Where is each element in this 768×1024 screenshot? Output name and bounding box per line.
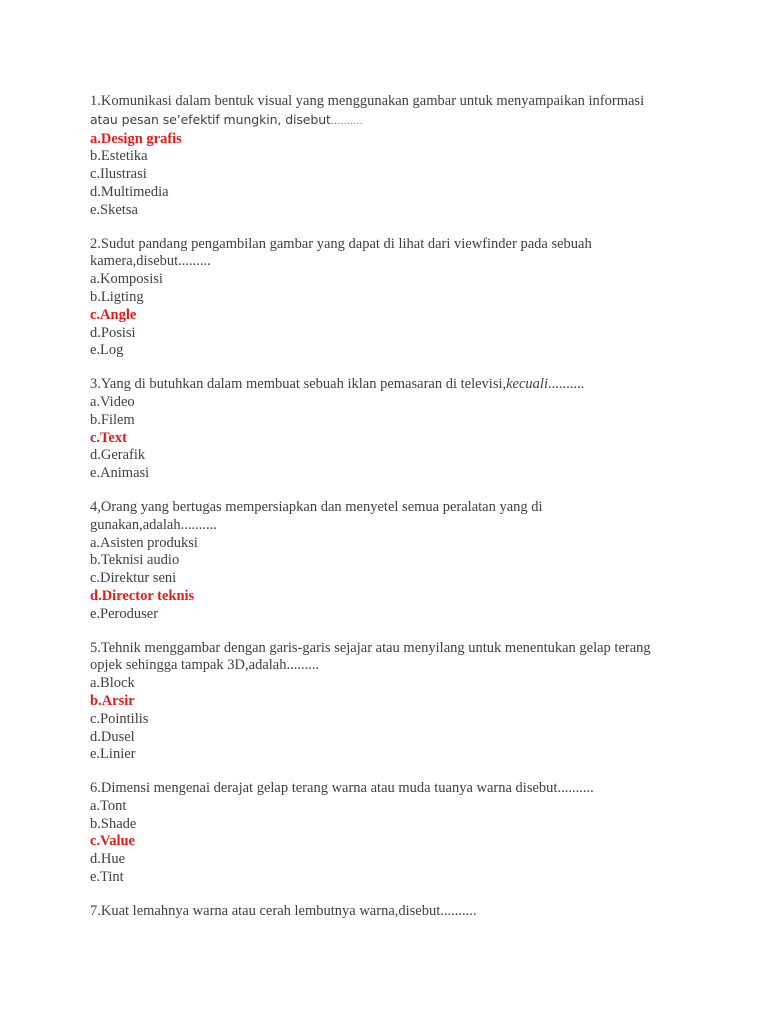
quiz-document [90, 93, 690, 937]
question-2-text-line-2: kamera,disebut......... [90, 253, 211, 270]
question-4-option-a: a.Asisten produksi [90, 534, 198, 551]
question-3-option-c: c.Text [90, 429, 127, 446]
question-6-option-a: a.Tont [90, 797, 127, 814]
question-5-text-line-1: 5.Tehnik menggambar dengan garis-garis sejajar atau menyilang untuk menentukan gelap terang [90, 639, 651, 656]
question-3-option-e: e.Animasi [90, 465, 150, 482]
question-1-text-line-2 [90, 111, 690, 131]
question-6-text-line-1: 6.Dimensi mengenai derajat gelap terang warna atau muda tuanya warna disebut.......... [90, 780, 594, 797]
question-4-text-line-1: 4,Orang yang bertugas mempersiapkan dan menyetel semua peralatan yang di [90, 498, 543, 515]
question-4 [90, 499, 690, 624]
question-5-option-b: b.Arsir [90, 692, 135, 709]
question-3-text-italic: kecuali [506, 376, 548, 393]
question-2-option-b: b.Ligting [90, 288, 144, 305]
question-5-option-c: c.Pointilis [90, 710, 149, 727]
question-1-option-e: e.Sketsa [90, 201, 138, 218]
question-5 [90, 640, 690, 765]
question-2 [90, 236, 690, 361]
question-7 [90, 903, 690, 921]
question-4-option-c: c.Direktur seni [90, 570, 177, 587]
question-1-option-d: d.Multimedia [90, 183, 169, 200]
question-4-option-b: b.Teknisi audio [90, 552, 180, 569]
question-6-option-e: e.Tint [90, 869, 124, 886]
question-1-option-a: a.Design grafis [90, 130, 182, 147]
question-1-option-b: b.Estetika [90, 148, 148, 165]
question-5-option-a: a.Block [90, 675, 135, 692]
question-4-option-e: e.Peroduser [90, 605, 159, 622]
question-2-option-c: c.Angle [90, 306, 137, 323]
question-6-option-c: c.Value [90, 833, 135, 850]
question-1-option-c: c.Ilustrasi [90, 166, 147, 183]
question-2-text-line-1: 2.Sudut pandang pengambilan gambar yang dapat di lihat dari viewfinder pada sebuah [90, 235, 592, 252]
question-2-option-d: d.Posisi [90, 324, 136, 341]
question-4-text-line-2: gunakan,adalah.......... [90, 516, 217, 533]
question-6-option-d: d.Hue [90, 851, 126, 868]
question-2-option-a: a.Komposisi [90, 271, 163, 288]
question-6 [90, 780, 690, 887]
question-6-option-b: b.Shade [90, 815, 137, 832]
question-5-option-e: e.Linier [90, 746, 136, 763]
question-3-text-suffix: .......... [548, 376, 585, 393]
question-2-option-e: e.Log [90, 342, 124, 359]
question-3-option-a: a.Video [90, 393, 135, 410]
question-3-option-b: b.Filem [90, 411, 135, 428]
question-1-text-line-2-dots: .......... [330, 115, 363, 127]
question-5-text-line-2: opjek sehingga tampak 3D,adalah......... [90, 657, 320, 674]
question-1-text-line-1: 1.Komunikasi dalam bentuk visual yang menggunakan gambar untuk menyampaikan informasi [90, 93, 645, 109]
question-4-option-d: d.Director teknis [90, 587, 195, 604]
question-1-text-line-2-main: atau pesan se’efektif mungkin, disebut [90, 111, 331, 127]
question-3-text [90, 376, 690, 394]
question-7-text-line-1: 7.Kuat lemahnya warna atau cerah lembutnya warna,disebut.......... [90, 902, 477, 919]
question-1 [90, 93, 690, 220]
question-3-text-prefix: 3.Yang di butuhkan dalam membuat sebuah iklan pemasaran di televisi, [90, 376, 507, 393]
question-5-option-d: d.Dusel [90, 728, 135, 745]
question-3-option-d: d.Gerafik [90, 447, 146, 464]
question-3 [90, 376, 690, 483]
